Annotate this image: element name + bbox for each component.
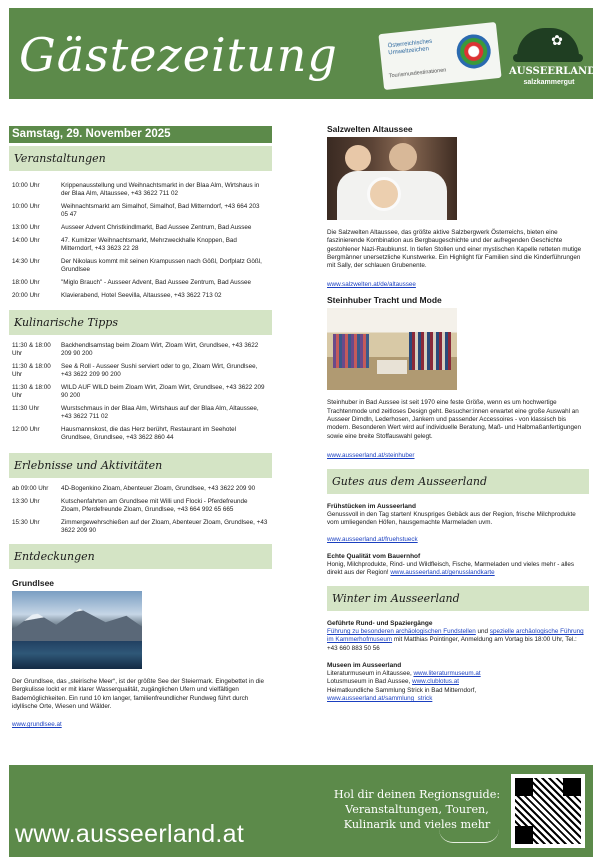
fruehstueck-link[interactable]: www.ausseerland.at/fruehstueck xyxy=(327,535,418,543)
section-veranstaltungen-heading: Veranstaltungen xyxy=(9,146,272,171)
salzwelten-title: Salzwelten Altaussee xyxy=(327,124,413,134)
section-erlebnisse-heading: Erlebnisse und Aktivitäten xyxy=(9,453,272,478)
umweltzeichen-badge xyxy=(378,22,501,90)
steinhuber-photo xyxy=(327,308,457,390)
list-item: 14:00 Uhr 47. Kumitzer Weihnachtsmarkt, Mehrzweckhalle Knoppen, Bad Mitterndorf, +43 3623 22 28 xyxy=(12,237,237,252)
salzwelten-photo xyxy=(327,137,457,220)
list-item: 18:00 Uhr "Miglo Brauch" - Ausseer Advent, Bad Aussee Zentrum, Bad Aussee xyxy=(12,279,251,286)
fruehstueck-heading: Frühstücken im Ausseerland xyxy=(327,502,416,510)
fundstellen-link[interactable]: Führung zu besonderen archäologischen Fundstellen xyxy=(327,628,476,636)
grundlsee-title: Grundlsee xyxy=(12,578,55,588)
kammerhofmuseum-link[interactable]: spezielle archäologische Führung im Kammerhofmuseum xyxy=(327,628,584,644)
qr-code[interactable] xyxy=(511,774,585,848)
list-item: 11:30 & 18:00 Uhr Backhendlsamstag beim Zloam Wirt, Zloam Wirt, Grundlsee, +43 3622 209 90 200 xyxy=(12,342,259,357)
steinhuber-link[interactable]: www.ausseerland.at/steinhuber xyxy=(327,451,415,459)
section-kulinarik-heading: Kulinarische Tipps xyxy=(9,310,272,335)
fuehrungen-text: Führung zu besonderen archäologischen Fundstellen und spezielle archäologische Führung im Kammerhofmuseum mit Matthias Pointinger, Anmeldung am Vortag bis 18:00 Uhr, Tel.: +43 660 883 50 56 xyxy=(327,628,584,652)
list-item: 13:00 Uhr Ausseer Advent Christkindlmarkt, Bad Aussee Zentrum, Bad Aussee xyxy=(12,224,252,231)
erlebnisse-list xyxy=(9,485,272,535)
footer-url[interactable]: www.ausseerland.at xyxy=(15,820,245,848)
logo-subtitle: salzkammergut xyxy=(523,79,575,86)
list-item: 15:30 Uhr Zimmergewehrschießen auf der Zloam, Abenteuer Zloam, Grundlsee, +43 3622 209 90 xyxy=(12,519,268,534)
literaturmuseum-link[interactable]: www.literaturmuseum.at xyxy=(413,670,481,678)
list-item: ab 09:00 Uhr 4D-Bogenkino Zloam, Abenteuer Zloam, Grundlsee, +43 3622 209 90 xyxy=(12,485,256,492)
fruehstueck-text: Genussvoll in den Tag starten! Knuspriges Gebäck aus der Region, frische Milchprodukte vom umliegenden Höfen, hausgemachte Marmeladen uvm. xyxy=(327,510,576,527)
salzwelten-text: Die Salzwelten Altaussee, das größte aktive Salzbergwerk Österreichs, bieten eine faszinierende Kombination aus Bergbaugeschichte und der aufregenden Geschichte gestohlener Nazi-Raubkunst. In tiefen Stollen und einer mystischen Kapelle retteten mutige Bergmänner unersetzliche Kunstwerke. Ein Highlight für Familien sind die Kinderführungen mit Sally, der schlauen Grubenente. xyxy=(327,229,582,270)
umweltzeichen-flower-icon xyxy=(455,33,492,70)
steinhuber-text: Steinhuber in Bad Aussee ist seit 1970 eine feste Größe, wenn es um hochwertige Trachtenmode und zeitloses Design geht. Besucher:innen erwartet eine große Auswahl an Ausseer Dirndln, Lederhosen, Jankern und passender Accessoires - von klassisch bis modern. Besonderen Wert wird auf individuelle Beratung, Maß- und Halbmaßanfertigungen sowie eine breite Stoffauswahl gelegt. xyxy=(327,399,581,440)
page-header xyxy=(9,8,596,99)
sammlung-strick-link[interactable]: www.ausseerland.at/sammlung_strick xyxy=(327,694,433,702)
kulinarik-list xyxy=(9,342,272,442)
list-item: 11:30 Uhr Wurstschmaus in der Blaa Alm, Wirtshaus auf der Blaa Alm, Altaussee, +43 3622 711 02 xyxy=(12,405,259,420)
list-item: 13:30 Uhr Kutschenfahrten am Grundlsee mit Willi und Flocki - Pferdefreunde Zloam, Pferdefreunde Zloam, Grundlsee, +43 664 992 65 665 xyxy=(12,498,248,513)
museen-heading: Museen im Ausseerland xyxy=(327,662,402,670)
grundlsee-link[interactable]: www.grundlsee.at xyxy=(12,721,62,729)
left-column xyxy=(9,126,272,731)
page-footer xyxy=(9,765,593,857)
bauernhof-heading: Echte Qualität vom Bauernhof xyxy=(327,552,421,560)
list-item: 12:00 Uhr Hausmannskost, die das Herz berührt, Restaurant im Seehotel Grundlsee, Grundlsee, +43 3622 860 44 xyxy=(12,426,236,441)
section-winter-heading: Winter im Ausseerland xyxy=(327,586,589,611)
logo-name: AUSSEERLAND xyxy=(509,66,596,77)
genusslandkarte-link[interactable]: www.ausseerland.at/genusslandkarte xyxy=(390,568,495,576)
regionsguide-promo: Hol dir deinen Regionsguide: Veranstaltungen, Touren, Kulinarik und vieles mehr xyxy=(333,788,501,831)
arrow-icon xyxy=(439,829,499,843)
list-item: 10:00 Uhr Krippenausstellung und Weihnachtsmarkt in der Blaa Alm, Wirtshaus in der Blaa Alm, Altaussee, +43 3622 711 02 xyxy=(12,182,260,197)
ausseerland-logo xyxy=(509,22,596,92)
list-item: 14:30 Uhr Der Nikolaus kommt mit seinen Krampussen nach Gößl, Dorfplatz Gößl, Grundlsee xyxy=(12,258,262,273)
salzwelten-link[interactable]: www.salzwelten.at/de/altaussee xyxy=(327,281,416,289)
header-title: Gästezeitung xyxy=(19,28,338,82)
edelweiss-icon: ✿ xyxy=(551,32,563,48)
list-item: 20:00 Uhr Klavierabend, Hotel Seevilla, Altaussee, +43 3622 713 02 xyxy=(12,292,222,299)
clublotus-link[interactable]: www.clublotus.at xyxy=(412,678,459,686)
badge-text: Österreichisches Umweltzeichen xyxy=(387,38,433,57)
grundlsee-text: Der Grundlsee, das „steirische Meer“, ist der größte See der Steiermark. Eingebettet in die Bergkulisse lockt er mit klarer Wasserqualität, zugänglichen Ufern und vielfältigen Bademöglichkeiten. Ein rund 10 km langer, familienfreundlicher Rundweg führt durch idyllische Orte, Wiesen und Wälder. xyxy=(12,678,264,710)
right-column xyxy=(327,124,589,703)
section-entdeckungen-heading: Entdeckungen xyxy=(9,544,272,569)
section-gutes-heading: Gutes aus dem Ausseerland xyxy=(327,469,589,494)
date-bar: Samstag, 29. November 2025 xyxy=(9,126,272,143)
badge-subtext: Tourismusdestinationen xyxy=(388,67,447,80)
bauernhof-text: Honig, Milchprodukte, Rind- und Wildfleisch, Fische, Marmeladen und vieles mehr - alles direkt aus der Region! www.ausseerland.at/genusslandkarte xyxy=(327,560,575,576)
list-item: 10:00 Uhr Weihnachtsmarkt am Simalhof, Simalhof, Bad Mitterndorf, +43 664 203 05 47 xyxy=(12,203,260,218)
fuehrungen-heading: Geführte Rund- und Spaziergänge xyxy=(327,620,433,628)
list-item: 11:30 & 18:00 Uhr See & Roll - Ausseer Sushi serviert oder to go, Zloam Wirt, Grundlsee, +43 3622 209 90 200 xyxy=(12,363,258,378)
steinhuber-title: Steinhuber Tracht und Mode xyxy=(327,295,442,306)
veranstaltungen-list xyxy=(9,182,272,300)
grundlsee-photo xyxy=(12,591,142,669)
list-item: 11:30 & 18:00 Uhr WILD AUF WILD beim Zloam Wirt, Zloam Wirt, Grundlsee, +43 3622 209 90 200 xyxy=(12,384,265,399)
museen-text: Literaturmuseum in Altaussee, www.literaturmuseum.at Lotusmuseum in Bad Aussee, www.clublotus.at Heimatkundliche Sammlung Strick in Bad Mitterndorf, www.ausseerland.at/sammlung_strick xyxy=(327,670,481,702)
